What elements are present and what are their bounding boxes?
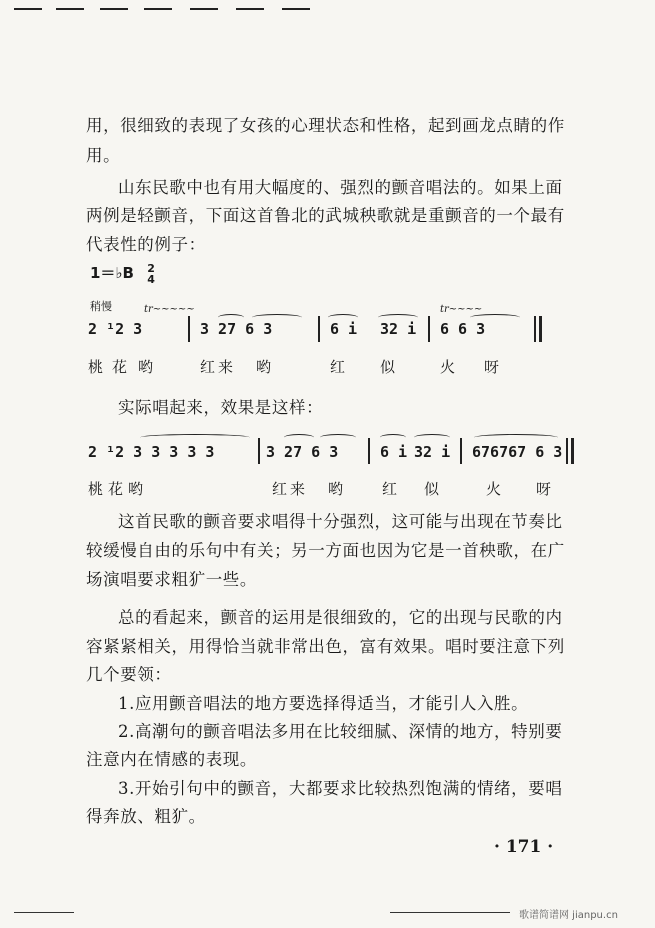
text-line: 两例是轻颤音，下面这首鲁北的武城秧歌就是重颤音的一个最有 — [86, 206, 565, 225]
barline — [368, 438, 370, 464]
text-line: 几个要领： — [86, 665, 172, 684]
bottom-rule — [390, 912, 510, 913]
lyric: 哟 — [128, 480, 144, 498]
final-barline — [534, 316, 536, 342]
key-signature — [90, 262, 155, 285]
tempo-mark: 稍慢 — [90, 300, 112, 313]
text-line: 这首民歌的颤音要求唱得十分强烈，这可能与出现在节奏比 — [118, 512, 563, 531]
list-item: 1.应用颤音唱法的地方要选择得适当，才能引人入胜。 — [118, 694, 529, 713]
score1-measure: 6 i — [330, 320, 358, 338]
lyric: 来 — [218, 358, 234, 376]
final-barline-thick — [571, 438, 574, 464]
text-line: 用。 — [86, 146, 121, 165]
slur — [252, 314, 302, 321]
text-line: 实际唱起来，效果是这样： — [118, 398, 324, 417]
barline — [258, 438, 260, 464]
slur — [380, 434, 406, 441]
text-line: 容紧紧相关，用得恰当就非常出色，富有效果。唱时要注意下列 — [86, 637, 565, 656]
trill-mark: tr~~~~~ — [144, 304, 195, 315]
barline — [460, 438, 462, 464]
top-dashes — [14, 2, 314, 14]
watermark: 歌谱简谱网 jianpu.cn — [519, 910, 618, 921]
lyric: 火 — [440, 358, 456, 376]
lyric: 红 — [382, 480, 398, 498]
text-line: 代表性的例子： — [86, 235, 206, 254]
score1-measure: 6 6 3 — [440, 320, 486, 338]
barline — [188, 316, 190, 342]
lyric: 哟 — [256, 358, 272, 376]
time-signature — [147, 263, 155, 285]
score2-measure: 676767 6 3 — [472, 443, 563, 461]
lyric: 红 — [200, 358, 216, 376]
final-barline — [566, 438, 568, 464]
text-line: 用，很细致的表现了女孩的心理状态和性格，起到画龙点睛的作 — [86, 116, 565, 135]
text-line: 场演唱要求粗犷一些。 — [86, 570, 257, 589]
lyric: 红 — [272, 480, 288, 498]
lyric: 呀 — [484, 358, 500, 376]
slur — [218, 314, 244, 321]
slur — [378, 314, 418, 321]
text-line: 总的看起来，颤音的运用是很细致的，它的出现与民歌的内 — [118, 608, 563, 627]
lyric: 来 — [290, 480, 306, 498]
lyric: 花 — [112, 358, 128, 376]
score1-measure: 3 27 6 3 — [200, 320, 273, 338]
lyric: 红 — [330, 358, 346, 376]
text-line: 较缓慢自由的乐句中有关；另一方面也因为它是一首秧歌，在广 — [86, 541, 565, 560]
slur — [474, 434, 558, 441]
slur — [328, 314, 358, 321]
score2-measure: 2 ¹2 3 3 3 3 3 — [88, 443, 215, 461]
time-bottom: 4 — [147, 272, 155, 286]
lyric: 哟 — [328, 480, 344, 498]
score1-measure: 32 i — [380, 320, 417, 338]
final-barline-thick — [539, 316, 542, 342]
list-item: 注意内在情感的表现。 — [86, 750, 257, 769]
score2-measure: 6 i — [380, 443, 408, 461]
lyric: 哟 — [138, 358, 154, 376]
slur — [140, 434, 250, 441]
trill-mark: tr~~~~ — [440, 304, 483, 315]
barline — [318, 316, 320, 342]
time-top: 2 — [147, 261, 155, 275]
bottom-rule — [14, 912, 74, 913]
barline — [428, 316, 430, 342]
key-label: 1＝♭B — [90, 264, 134, 282]
score2-measure: 32 i — [414, 443, 451, 461]
score1-measure: 2 ¹2 3 — [88, 320, 143, 338]
list-item: 得奔放、粗犷。 — [86, 807, 206, 826]
slur — [320, 434, 356, 441]
lyric: 花 — [108, 480, 124, 498]
lyric: 呀 — [536, 480, 552, 498]
lyric: 火 — [486, 480, 502, 498]
score2-measure: 3 27 6 3 — [266, 443, 339, 461]
lyric: 似 — [424, 480, 440, 498]
lyric: 桃 — [88, 358, 104, 376]
lyric: 似 — [380, 358, 396, 376]
list-item: 2.高潮句的颤音唱法多用在比较细腻、深情的地方，特别要 — [118, 722, 563, 741]
slur — [284, 434, 314, 441]
text-line: 山东民歌中也有用大幅度的、强烈的颤音唱法的。如果上面 — [118, 178, 563, 197]
page-number: · 171 · — [494, 837, 554, 857]
slur — [414, 434, 450, 441]
list-item: 3.开始引句中的颤音，大都要求比较热烈饱满的情绪，要唱 — [118, 779, 563, 798]
lyric: 桃 — [88, 480, 104, 498]
slur — [470, 314, 520, 321]
